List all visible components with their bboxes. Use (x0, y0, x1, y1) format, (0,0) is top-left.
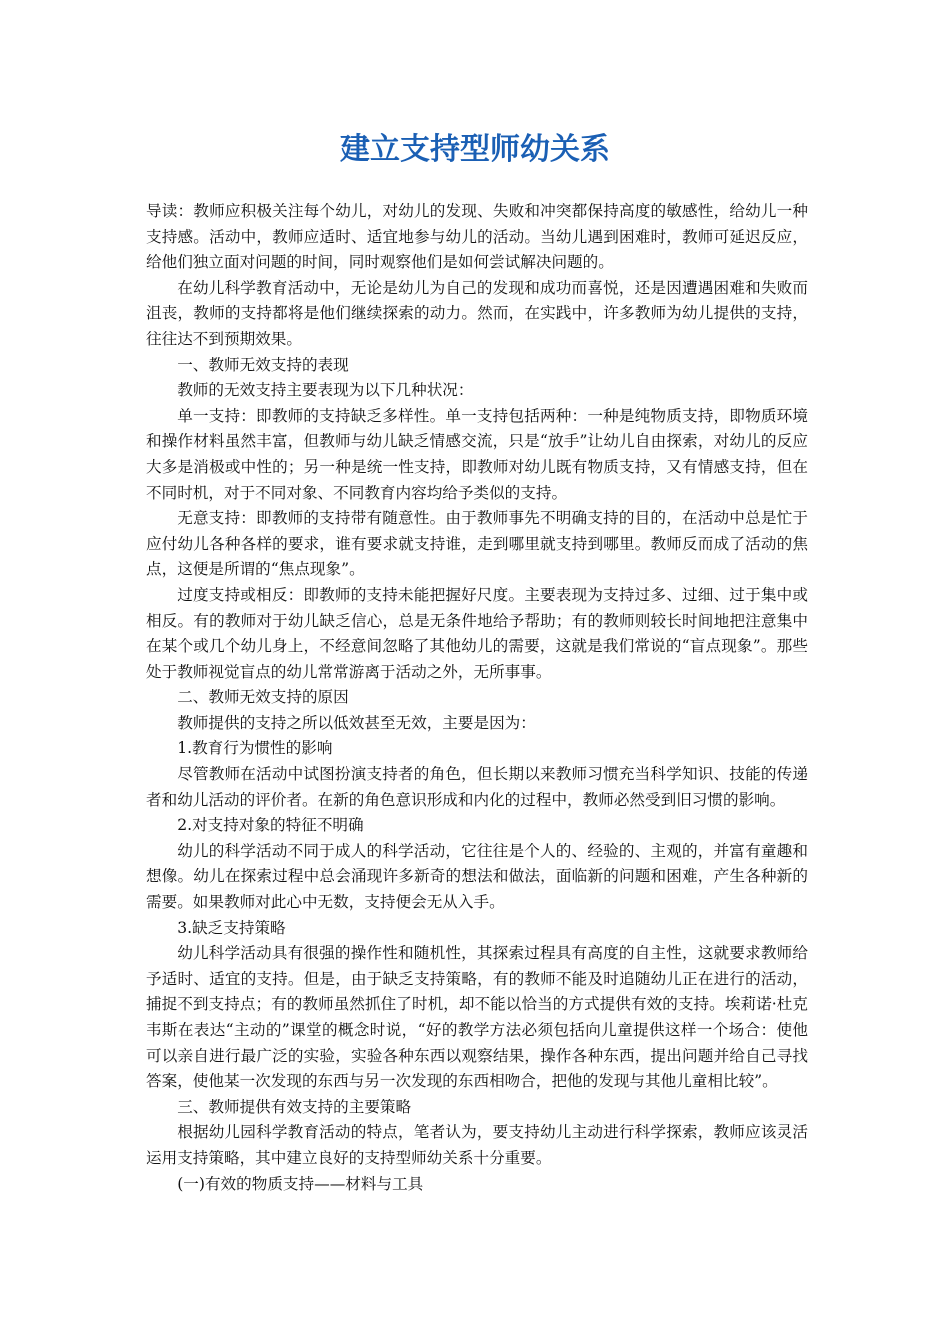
paragraph: 幼儿的科学活动不同于成人的科学活动，它往往是个人的、经验的、主观的，并富有童趣和想像。幼儿在探索过程中总会涌现许多新奇的想法和做法，面临新的问题和困难，产生各种新的需要。如果教师对此心中无数，支持便会无从入手。 (146, 841, 808, 912)
paragraph: 在幼儿科学教育活动中，无论是幼儿为自己的发现和成功而喜悦，还是因遭遇困难和失败而沮丧，教师的支持都将是他们继续探索的动力。然而，在实践中，许多教师为幼儿提供的支持，往往达不到预期效果。 (146, 278, 808, 348)
paragraph: 教师的无效支持主要表现为以下几种状况： (177, 381, 474, 400)
paragraph: 幼儿科学活动具有很强的操作性和随机性，其探索过程具有高度的自主性，这就要求教师给予适时、适宜的支持。但是，由于缺乏支持策略，有的教师不能及时追随幼儿正在进行的活动，捕捉不到支持点；有的教师虽然抓住了时机，却不能以恰当的方式提供有效的支持。埃莉诺·杜克韦斯在表达“主动的”课堂的概念时说，“好的教学方法必须包括向儿童提供这样一个场合：使他可以亲自进行最广泛的实验，实验各种东西以观察结果，操作各种东西，提出问题并给自己寻找答案，使他某一次发现的东西与另一次发现的东西相吻合，把他的发现与其他儿童相比较”。 (146, 944, 808, 1091)
document-title: 建立支持型师幼关系 (340, 132, 610, 167)
paragraph: 尽管教师在活动中试图扮演支持者的角色，但长期以来教师习惯充当科学知识、技能的传递者和幼儿活动的评价者。在新的角色意识形成和内化的过程中，教师必然受到旧习惯的影响。 (146, 765, 808, 809)
paragraph: 一、教师无效支持的表现 (177, 355, 349, 374)
paragraph: 教师提供的支持之所以低效甚至无效，主要是因为： (177, 713, 536, 732)
paragraph: 单一支持：即教师的支持缺乏多样性。单一支持包括两种：一种是纯物质支持，即物质环境和操作材料虽然丰富，但教师与幼儿缺乏情感交流，只是“放手”让幼儿自由探索，对幼儿的反应大多是消极或中性的；另一种是统一性支持，即教师对幼儿既有物质支持，又有情感支持，但在不同时机，对于不同对象、不同教育内容均给予类似的支持。 (146, 406, 808, 502)
paragraph: 三、教师提供有效支持的主要策略 (177, 1097, 412, 1116)
paragraph: 根据幼儿园科学教育活动的特点，笔者认为，要支持幼儿主动进行科学探索，教师应该灵活运用支持策略，其中建立良好的支持型师幼关系十分重要。 (146, 1123, 808, 1167)
paragraph: 1.教育行为惯性的影响 (177, 739, 333, 758)
paragraph: 3.缺乏支持策略 (177, 918, 286, 937)
paragraph: 2.对支持对象的特征不明确 (177, 816, 364, 835)
paragraph: (一)有效的物质支持——材料与工具 (177, 1174, 424, 1193)
document-body (146, 199, 808, 1197)
paragraph: 无意支持：即教师的支持带有随意性。由于教师事先不明确支持的目的，在活动中总是忙于应付幼儿各种各样的要求，谁有要求就支持谁，走到哪里就支持到哪里。教师反而成了活动的焦点，这便是所谓的“焦点现象”。 (146, 509, 808, 579)
paragraph: 导读：教师应积极关注每个幼儿，对幼儿的发现、失败和冲突都保持高度的敏感性，给幼儿一种支持感。活动中，教师应适时、适宜地参与幼儿的活动。当幼儿遇到困难时，教师可延迟反应，给他们独立面对问题的时间，同时观察他们是如何尝试解决问题的。 (146, 202, 808, 272)
paragraph: 二、教师无效支持的原因 (177, 688, 349, 707)
paragraph: 过度支持或相反：即教师的支持未能把握好尺度。主要表现为支持过多、过细、过于集中或相反。有的教师对于幼儿缺乏信心，总是无条件地给予帮助；有的教师则较长时间地把注意集中在某个或几个幼儿身上，不经意间忽略了其他幼儿的需要，这就是我们常说的“盲点现象”。那些处于教师视觉盲点的幼儿常常游离于活动之外，无所事事。 (146, 585, 808, 681)
